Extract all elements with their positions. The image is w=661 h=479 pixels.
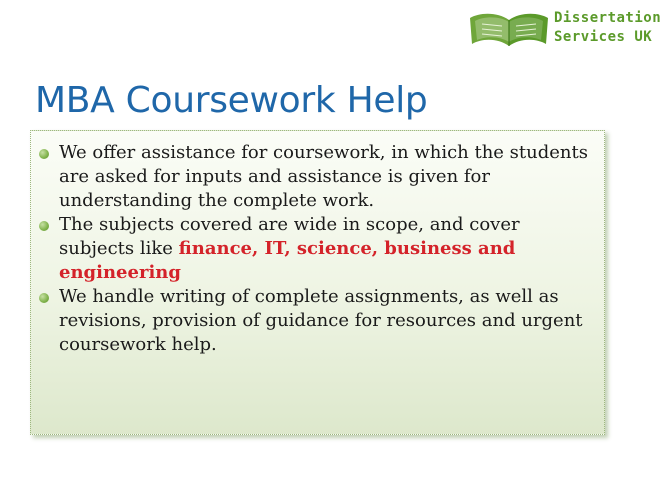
- logo-text-line2: Services UK: [554, 29, 653, 45]
- bullet-text: We offer assistance for coursework, in which the students are asked for inputs and assistance is given for understanding the complete work.: [59, 142, 588, 211]
- bullet-dot-icon: [39, 149, 49, 159]
- bullet-text: The subjects covered are wide in scope, and cover subjects like: [59, 214, 520, 259]
- bullet-item: [39, 141, 596, 213]
- bullet-list: [31, 131, 604, 357]
- dissertation-services-logo: [468, 4, 661, 50]
- content-box: [30, 130, 605, 435]
- logo-text-line1: Dissertation: [554, 10, 661, 26]
- bullet-text: We handle writing of complete assignments, as well as revisions, provision of guidance for resources and urgent coursework help.: [59, 286, 583, 355]
- bullet-item: [39, 285, 596, 357]
- open-book-icon: [468, 8, 550, 48]
- bullet-dot-icon: [39, 293, 49, 303]
- slide-title: MBA Coursework Help: [35, 80, 428, 121]
- highlighted-subjects: finance, IT, science, business and engineering: [59, 238, 516, 283]
- bullet-item: [39, 213, 596, 285]
- bullet-dot-icon: [39, 221, 49, 231]
